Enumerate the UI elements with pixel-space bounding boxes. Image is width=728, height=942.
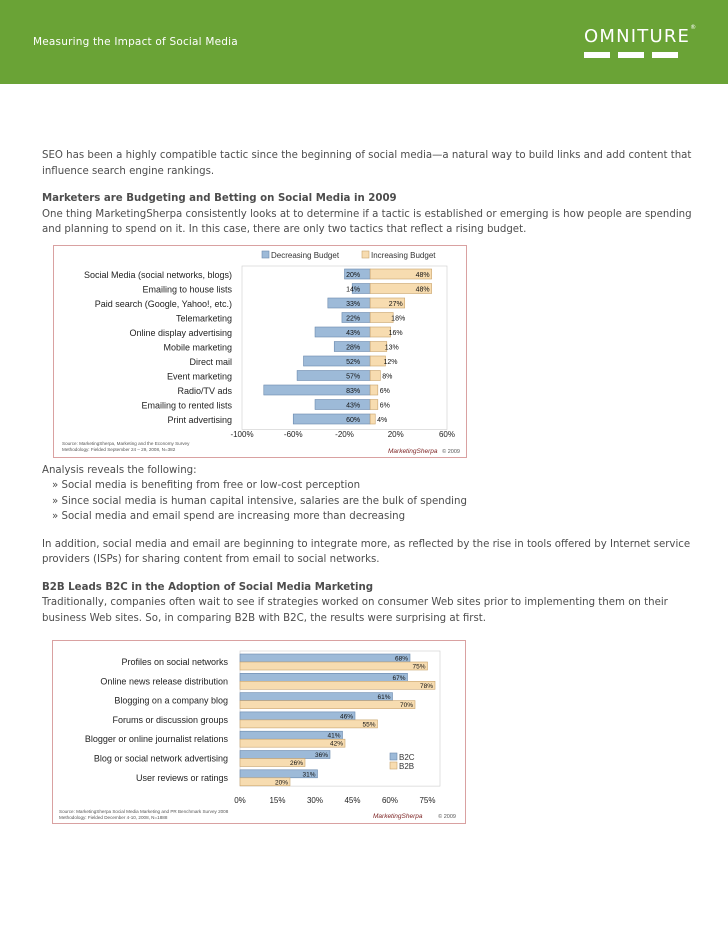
budget-chart [54, 246, 466, 457]
bar-b2c [240, 693, 393, 701]
category-label: Social Media (social networks, blogs) [83, 270, 232, 280]
bar-increasing [370, 327, 391, 337]
data-label-increasing: 12% [383, 359, 398, 366]
data-label-decreasing: 83% [346, 388, 361, 395]
x-tick-label: -60% [283, 430, 303, 439]
x-tick-label: 0% [234, 796, 246, 805]
marketingsherpa-logo: MarketingSherpa [373, 813, 423, 820]
bar-b2b [240, 720, 378, 728]
bar-b2c [240, 712, 355, 720]
category-label: Emailing to house lists [142, 284, 232, 295]
x-tick-label: 45% [344, 796, 361, 805]
data-label-increasing: 6% [379, 402, 390, 410]
source-note: Source: MarketingSherpa Social Media Marketing and PR Benchmark Survey 2008 [59, 809, 229, 814]
data-label-increasing: 6% [379, 388, 390, 395]
data-label-b2b: 75% [412, 663, 426, 671]
bar-b2b [240, 681, 435, 689]
category-label: Mobile marketing [163, 342, 232, 353]
section1-heading: Marketers are Budgeting and Betting on Social Media in 2009 [42, 193, 397, 204]
data-label-b2c: 61% [377, 694, 391, 702]
bar-decreasing [304, 356, 371, 366]
bar-increasing [370, 385, 378, 395]
data-label-decreasing: 14% [346, 286, 361, 294]
data-label-decreasing: 52% [346, 359, 361, 366]
legend-swatch-increasing [362, 251, 369, 258]
data-label-b2b: 78% [419, 682, 433, 690]
section2-paragraph: Traditionally, companies often wait to see if strategies worked on consumer Web sites prior to implementing them on their business Web sites. So, in comparing B2B with B2C, the results were surprising at first. [42, 597, 668, 624]
page-header [0, 0, 728, 84]
legend-label-b2b: B2B [399, 762, 415, 771]
legend-swatch-decreasing [262, 251, 269, 258]
bar-b2b [240, 662, 428, 670]
legend-swatch-b2c [390, 753, 397, 760]
source-note: Source: MarketingSherpa, Marketing and the Economy Survey [62, 441, 190, 446]
category-label: Radio/TV ads [177, 386, 232, 396]
bar-increasing [370, 313, 393, 323]
x-tick-label: 20% [387, 430, 404, 439]
category-label: Direct mail [189, 357, 232, 367]
analysis-bullet: » Social media is benefiting from free or low-cost perception [52, 480, 361, 491]
category-label: Event marketing [166, 371, 232, 382]
category-label: Blogger or online journalist relations [84, 734, 228, 745]
bar-increasing [370, 400, 378, 410]
data-label-decreasing: 43% [346, 402, 361, 410]
x-tick-label: 60% [438, 430, 456, 439]
copyright-note: © 2009 [442, 449, 460, 455]
data-label-increasing: 16% [388, 330, 403, 337]
data-label-decreasing: 60% [346, 417, 361, 424]
category-label: Print advertising [167, 415, 232, 425]
intro-paragraph: SEO has been a highly compatible tactic since the beginning of social media—a natural way to build links and add content that influence search engine rankings. [42, 150, 692, 177]
category-label: Online news release distribution [100, 676, 228, 687]
category-label: Paid search (Google, Yahoo!, etc.) [94, 299, 232, 309]
analysis-intro: Analysis reveals the following: [42, 464, 197, 476]
brand-name: OMNITURE® [584, 24, 698, 47]
budget-chart-figure [53, 245, 467, 458]
category-label: Profiles on social networks [121, 657, 228, 667]
data-label-b2c: 46% [339, 713, 353, 721]
brand-bars [584, 52, 697, 58]
analysis-bullet-list [42, 478, 692, 525]
data-label-decreasing: 20% [346, 272, 361, 279]
bar-b2c [240, 673, 408, 681]
data-label-b2c: 31% [302, 771, 316, 779]
omniture-logo [584, 26, 697, 58]
section1-paragraph: One thing MarketingSherpa consistently looks at to determine if a tactic is established or emerging is how people are spending and planning to spend on it. In this case, there are only two tactics that reflect a rising budget. [42, 208, 692, 235]
data-label-b2b: 26% [289, 760, 303, 767]
copyright-note: © 2009 [438, 814, 456, 820]
bar-decreasing [315, 400, 370, 410]
section2-heading: B2B Leads B2C in the Adoption of Social Media Marketing [42, 581, 374, 593]
data-label-decreasing: 57% [346, 373, 361, 381]
b2b-b2c-chart [53, 641, 465, 823]
data-label-increasing: 48% [415, 286, 430, 294]
data-label-b2b: 42% [329, 740, 343, 748]
category-label: Forums or discussion groups [112, 714, 228, 725]
category-label: Telemarketing [175, 313, 232, 324]
category-label: Blogging on a company blog [114, 695, 228, 706]
data-label-b2c: 36% [314, 752, 328, 759]
data-label-increasing: 27% [388, 301, 403, 308]
b2b-b2c-chart-figure [52, 640, 466, 824]
legend-swatch-b2b [390, 762, 397, 769]
data-label-increasing: 8% [382, 373, 393, 381]
data-label-decreasing: 28% [346, 344, 361, 352]
analysis-bullet: » Since social media is human capital intensive, salaries are the bulk of spending [52, 495, 467, 507]
legend-label-increasing: Increasing Budget [371, 251, 436, 260]
methodology-note: Methodology: Fielded September 24 – 29, 2008, N=382 [62, 447, 176, 452]
marketingsherpa-logo: MarketingSherpa [388, 448, 438, 455]
bar-decreasing [315, 327, 370, 337]
x-tick-label: -20% [335, 430, 354, 439]
document-title: Measuring the Impact of Social Media [33, 36, 238, 48]
data-label-increasing: 13% [384, 344, 399, 352]
bar-increasing [370, 414, 375, 424]
data-label-decreasing: 33% [346, 301, 361, 308]
analysis-bullet: » Social media and email spend are increasing more than decreasing [52, 511, 406, 522]
methodology-note: Methodology: Fielded December 4-10, 2008, N=1888 [59, 815, 168, 820]
legend-label-decreasing: Decreasing Budget [271, 251, 340, 260]
x-tick-label: 15% [269, 796, 286, 805]
category-label: Emailing to rented lists [141, 400, 232, 411]
integration-paragraph: In addition, social media and email are beginning to integrate more, as reflected by the rise in tools offered by Internet service providers (ISPs) for sharing content from email to social networks. [42, 538, 691, 565]
x-tick-label: -100% [230, 430, 254, 439]
data-label-b2c: 67% [392, 674, 406, 682]
bar-b2c [240, 654, 410, 662]
data-label-b2c: 68% [394, 655, 408, 663]
data-label-b2b: 20% [274, 779, 288, 787]
x-tick-label: 60% [381, 796, 399, 805]
legend-label-b2c: B2C [399, 753, 415, 762]
data-label-b2c: 41% [327, 732, 341, 740]
category-label: User reviews or ratings [135, 772, 228, 783]
bar-increasing [370, 371, 380, 381]
x-tick-label: 75% [419, 796, 436, 805]
data-label-increasing: 18% [391, 315, 406, 323]
data-label-decreasing: 22% [346, 315, 361, 323]
data-label-increasing: 4% [377, 417, 388, 424]
bar-b2b [240, 701, 415, 709]
data-label-b2b: 55% [362, 721, 376, 729]
data-label-b2b: 70% [399, 702, 413, 710]
category-label: Online display advertising [129, 328, 232, 338]
x-tick-label: 30% [306, 796, 324, 805]
data-label-decreasing: 43% [346, 330, 361, 337]
data-label-increasing: 48% [415, 272, 430, 279]
category-label: Blog or social network advertising [93, 753, 228, 764]
